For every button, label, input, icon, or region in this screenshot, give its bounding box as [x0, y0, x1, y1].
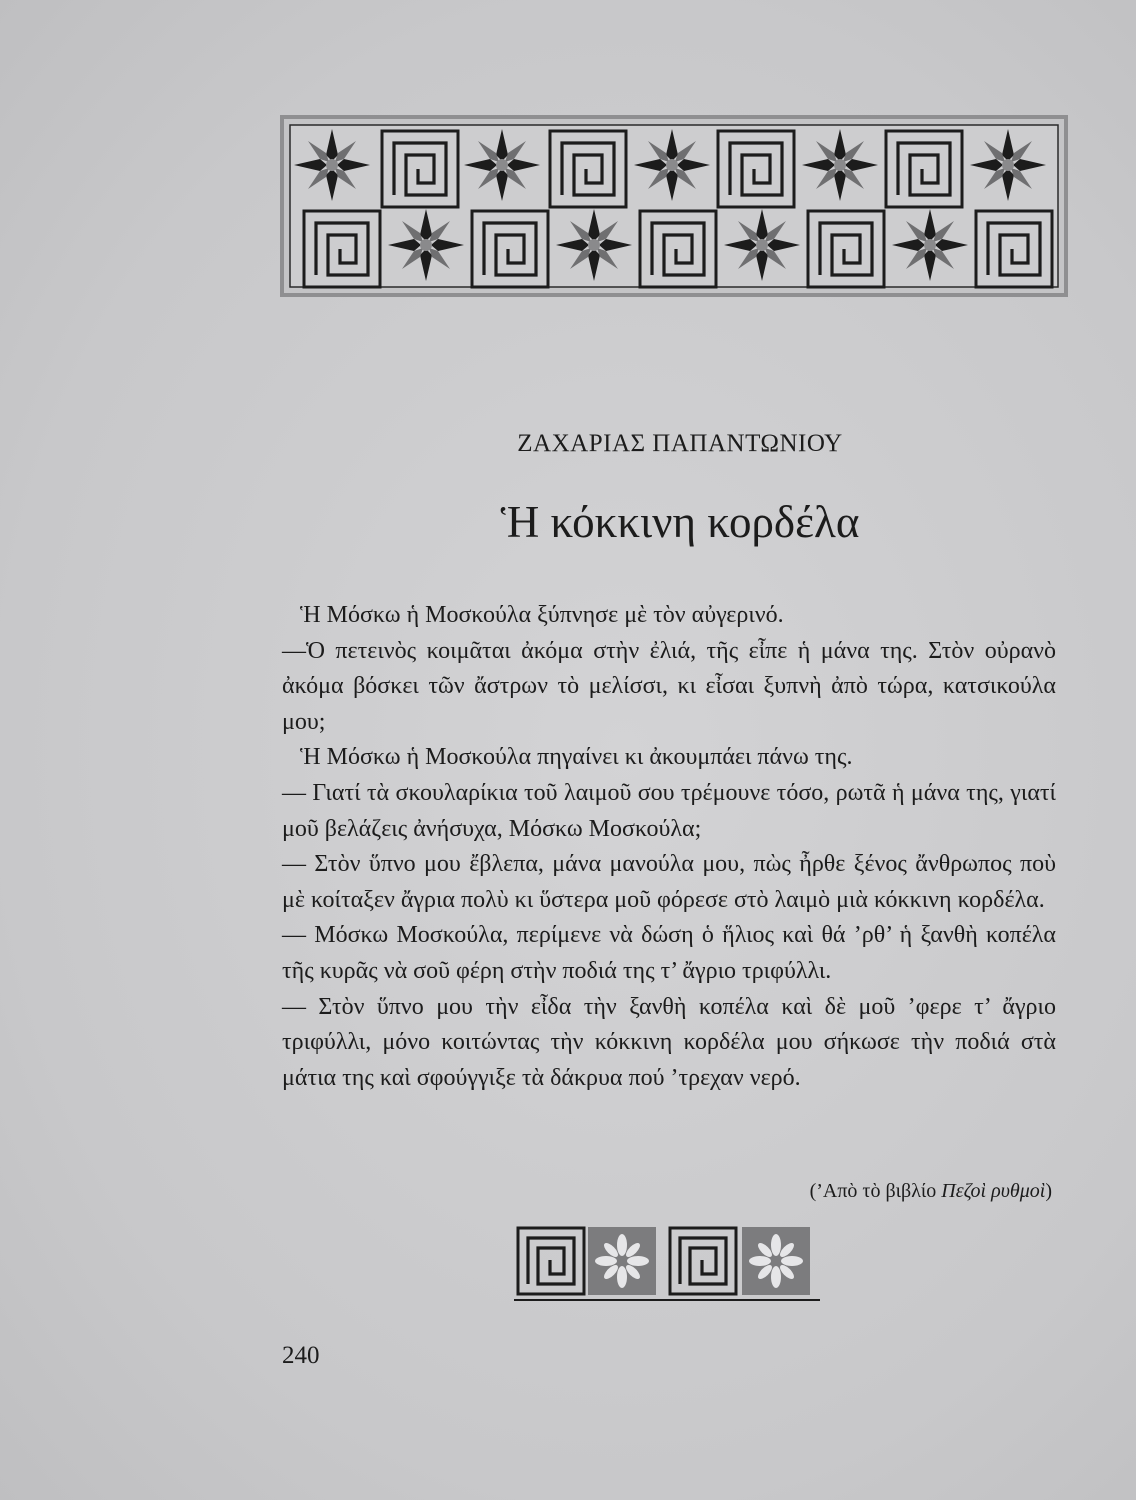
- paragraph: — Μόσκω Μοσκούλα, περίμενε νὰ δώση ὁ ἥλιος καὶ θά ’ρθ’ ἡ ξανθὴ κοπέλα τῆς κυρᾶς νὰ σοῦ φέρη στὴν ποδιά της τ’ ἄγριο τριφύλλι.: [282, 922, 1056, 984]
- story-text: [282, 598, 1056, 1096]
- top-meander-border: [280, 115, 1068, 297]
- page-number: 240: [282, 1342, 320, 1369]
- paragraph: — Στὸν ὕπνο μου τὴν εἶδα τὴν ξανθὴ κοπέλα καὶ δὲ μοῦ ’φερε τ’ ἄγριο τριφύλλι, μόνο κοιτώντας τὴν κόκκινη κορδέλα μου σήκωσε τὴν ποδιά στὰ μάτια της καὶ σφούγγιξε τὰ δάκρυα πού ’τρεχαν νερό.: [282, 993, 1056, 1091]
- paragraph: — Στὸν ὕπνο μου ἔβλεπα, μάνα μανούλα μου, πὼς ἦρθε ξένος ἄνθρωπος ποὺ μὲ κοίταξεν ἄγρια πολὺ κι ὕστερα μοῦ φόρεσε στὸ λαιμὸ μιὰ κόκκινη κορδέλα.: [282, 851, 1056, 913]
- bottom-meander-ornament: [512, 1222, 822, 1306]
- paragraph: Ἡ Μόσκω ἡ Μοσκούλα ξύπνησε μὲ τὸν αὐγερινό.: [300, 602, 784, 628]
- story-title: Ἡ κόκκινη κορδέλα: [500, 497, 860, 547]
- paragraph: — Γιατί τὰ σκουλαρίκια τοῦ λαιμοῦ σου τρέμουνε τόσο, ρωτᾶ ἡ μάνα της, γιατί μοῦ βελάζεις ἀνήσυχα, Μόσκω Μοσκούλα;: [282, 779, 1056, 842]
- source-suffix: ): [1045, 1180, 1052, 1202]
- author-name: ΖΑΧΑΡΙΑΣ ΠΑΠΑΝΤΩΝΙΟΥ: [517, 430, 843, 457]
- source-citation: [600, 1180, 1052, 1203]
- source-prefix: (’Απὸ τὸ βιβλίο: [809, 1180, 942, 1202]
- source-book-title: Πεζοὶ ρυθμοὶ: [941, 1180, 1046, 1202]
- paragraph: Ἡ Μόσκω ἡ Μοσκούλα πηγαίνει κι ἀκουμπάει πάνω της.: [300, 744, 853, 771]
- paragraph: —Ὁ πετεινὸς κοιμᾶται ἀκόμα στὴν ἐλιά, τῆς εἶπε ἡ μάνα της. Στὸν οὐρανὸ ἀκόμα βόσκει τῶν ἄστρων τὸ μελίσσι, κι εἶσαι ξυπνὴ ἀπὸ τώρα, κατσικούλα μου;: [282, 637, 1056, 735]
